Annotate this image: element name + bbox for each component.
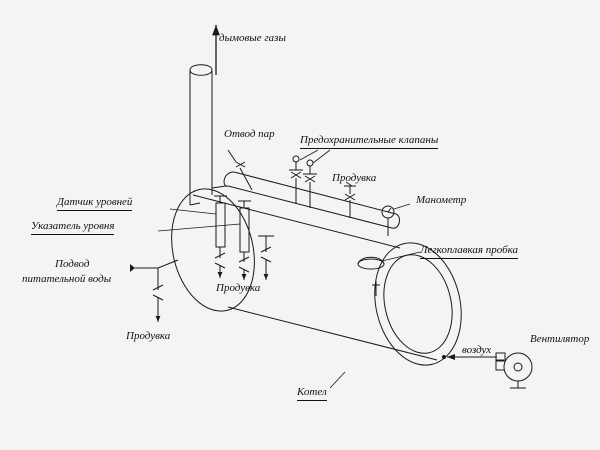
label-blowdown-top: Продувка xyxy=(332,172,377,184)
label-manometer: Манометр xyxy=(416,194,467,206)
label-fusible-plug: Легкоплавкая пробка xyxy=(420,244,518,259)
label-safety-valves: Предохранительные клапаны xyxy=(300,134,438,149)
label-fan: Вентилятор xyxy=(530,333,590,345)
label-air: воздух xyxy=(462,344,492,356)
level-indicator-column xyxy=(238,201,251,280)
leader-lines xyxy=(158,150,420,388)
safety-valve-1 xyxy=(289,156,303,204)
label-flue-gases: дымовые газы xyxy=(219,32,286,44)
label-steam-outlet: Отвод пар xyxy=(224,128,275,140)
label-level-indicator: Указатель уровня xyxy=(31,220,114,235)
fan-unit xyxy=(496,353,532,388)
blowdown-valve-mid xyxy=(258,236,274,280)
label-boiler: Котел xyxy=(297,386,327,401)
chimney xyxy=(190,65,212,205)
label-feed-water-line2: питательной воды xyxy=(22,273,112,285)
front-face-port xyxy=(372,281,380,296)
boiler-body xyxy=(160,181,473,374)
feed-water-line xyxy=(130,260,178,322)
label-blowdown-mid: Продувка xyxy=(216,282,261,294)
blowdown-valve-top xyxy=(344,186,356,218)
fusible-plug-fitting xyxy=(358,257,384,269)
label-level-sensor: Датчик уровней xyxy=(57,196,132,211)
level-sensor-column xyxy=(214,196,227,278)
steam-outlet-pipe xyxy=(228,150,252,190)
label-feed-water-line1: Подвод xyxy=(55,258,90,270)
label-blowdown-left: Продувка xyxy=(126,330,171,342)
safety-valve-2 xyxy=(303,160,317,208)
